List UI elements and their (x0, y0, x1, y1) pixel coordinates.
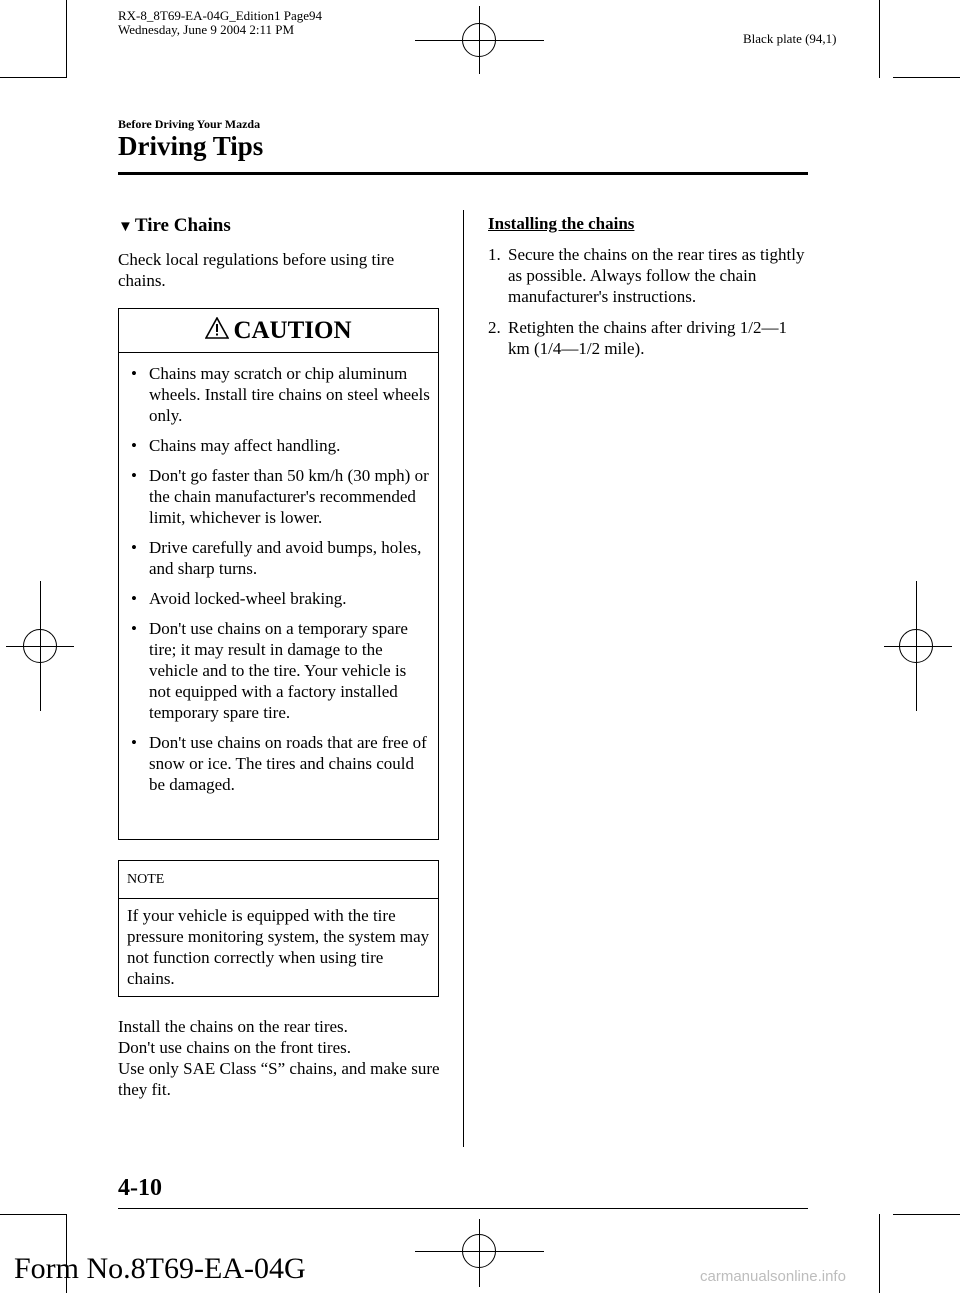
step-item (488, 317, 808, 359)
caution-item-text: Chains may affect handling. (149, 436, 341, 455)
caution-list (119, 353, 438, 795)
step-item (488, 244, 808, 307)
note-header: NOTE (119, 861, 438, 899)
bullet-icon: • (131, 364, 137, 383)
bullet-icon: • (131, 466, 137, 485)
tire-chains-heading-text: Tire Chains (134, 215, 231, 236)
installing-steps (488, 244, 808, 359)
installing-heading: Installing the chains (488, 214, 635, 233)
tire-chains-heading (118, 214, 440, 239)
page-number: 4-10 (118, 1175, 162, 1201)
note-text: If your vehicle is equipped with the tire pressure monitoring system, the system may not function correctly when using tire chains. (127, 906, 430, 988)
step-number: 1. (488, 245, 501, 264)
warning-icon (205, 317, 229, 339)
caution-item (129, 465, 430, 528)
bullet-icon: • (131, 538, 137, 557)
step-text: Retighten the chains after driving 1/2―1 km (1/4―1/2 mile). (508, 318, 788, 358)
black-plate-label: Black plate (94,1) (743, 31, 837, 46)
caution-box (118, 308, 439, 840)
caution-item (129, 588, 430, 609)
bullet-icon: • (131, 589, 137, 608)
caution-item (129, 732, 430, 795)
form-number: Form No.8T69-EA-04G (14, 1252, 306, 1285)
bullet-icon: • (131, 733, 137, 752)
caution-title: CAUTION (233, 317, 352, 344)
title-rule (118, 172, 808, 175)
bullet-icon: • (131, 619, 137, 638)
caution-item-text: Chains may scratch or chip aluminum wheels. Install tire chains on steel wheels only. (149, 364, 430, 425)
plate-file-line: RX-8_8T69-EA-04G_Edition1 Page94 (118, 8, 323, 23)
caution-item-text: Don't use chains on a temporary spare tire; it may result in damage to the vehicle and to the tire. Your vehicle is not equipped with a factory installed temporary spare tire. (149, 619, 408, 722)
chapter-title: Driving Tips (118, 131, 264, 161)
step-text: Secure the chains on the rear tires as tightly as possible. Always follow the chain manufacturer's instructions. (508, 245, 805, 306)
footer-rule (118, 1208, 808, 1209)
intro-text: Check local regulations before using tire chains. (118, 250, 395, 290)
caution-item-text: Drive carefully and avoid bumps, holes, and sharp turns. (149, 538, 422, 578)
right-column (488, 213, 808, 369)
caution-item-text: Don't go faster than 50 km/h (30 mph) or the chain manufacturer's recommended limit, whichever is lower. (149, 466, 429, 527)
after-note-line: Install the chains on the rear tires. (118, 1017, 348, 1036)
caution-item (129, 537, 430, 579)
triangle-down-icon: ▼ (118, 219, 133, 235)
caution-header (119, 309, 438, 353)
left-column (118, 214, 440, 291)
step-number: 2. (488, 318, 501, 337)
caution-item-text: Don't use chains on roads that are free of snow or ice. The tires and chains could be damaged. (149, 733, 427, 794)
caution-item (129, 618, 430, 723)
plate-date-line: Wednesday, June 9 2004 2:11 PM (118, 22, 295, 37)
note-box (118, 860, 439, 997)
caution-item (129, 363, 430, 426)
after-note-text (118, 1016, 448, 1100)
caution-item-text: Avoid locked-wheel braking. (149, 589, 347, 608)
after-note-line: Use only SAE Class “S” chains, and make sure they fit. (118, 1059, 440, 1099)
watermark: carmanualsonline.info (700, 1268, 846, 1285)
bullet-icon: • (131, 436, 137, 455)
caution-item (129, 435, 430, 456)
column-divider (463, 210, 464, 1147)
section-label: Before Driving Your Mazda (118, 117, 261, 131)
after-note-line: Don't use chains on the front tires. (118, 1038, 351, 1057)
